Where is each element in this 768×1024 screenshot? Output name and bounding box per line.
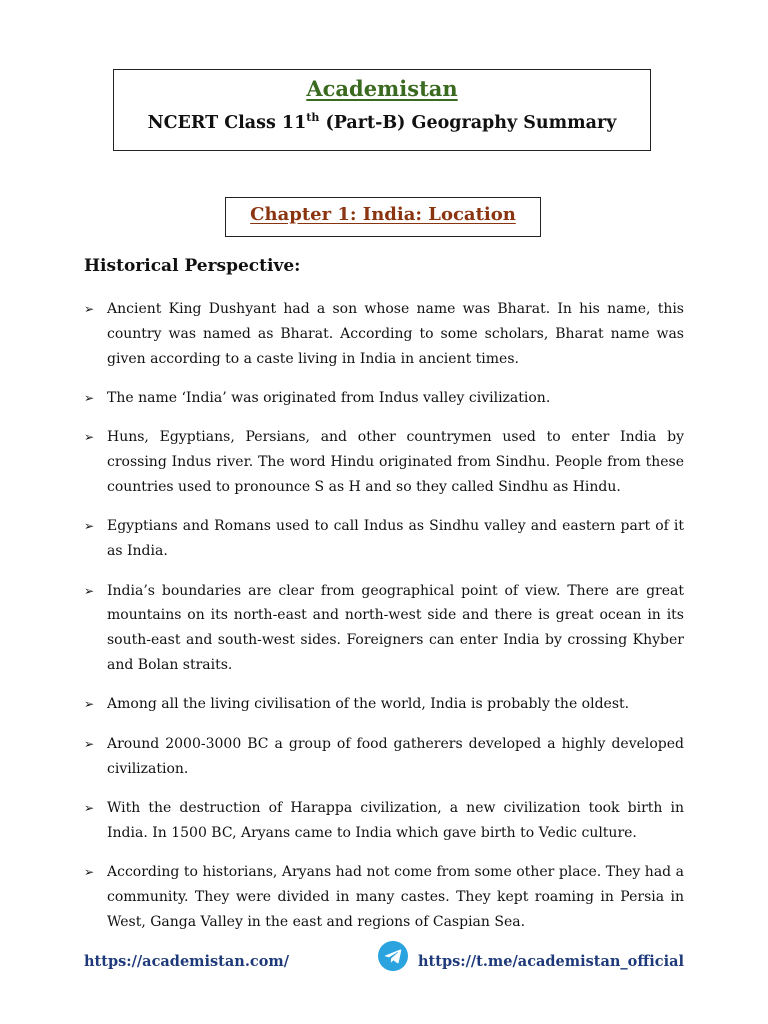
- bullet-text: India’s boundaries are clear from geographical point of view. There are great mountains on its north-east and north-west side and there is great ocean in its south-east and south-west sides. Foreigners can enter India by crossing Khyber and Bolan straits.: [107, 582, 684, 673]
- arrow-bullet-icon: ➢: [84, 519, 95, 534]
- bullet-text: According to historians, Aryans had not come from some other place. They had a community. They were divided in many castes. They kept roaming in Persia in West, Ganga Valley in the east and regions of Caspian Sea.: [107, 864, 684, 930]
- list-item: [84, 732, 684, 782]
- telegram-link[interactable]: https://t.me/academistan_official: [418, 953, 684, 970]
- bullet-text: Egyptians and Romans used to call Indus as Sindhu valley and eastern part of it as India.: [107, 518, 684, 560]
- list-item: [84, 692, 684, 717]
- arrow-bullet-icon: ➢: [84, 302, 95, 316]
- list-item: [84, 579, 684, 678]
- arrow-bullet-icon: ➢: [84, 697, 95, 712]
- bullet-text: Among all the living civilisation of the world, India is probably the oldest.: [107, 696, 630, 713]
- header-box: [113, 69, 651, 151]
- list-item: [84, 425, 684, 499]
- brand-title: Academistan: [306, 76, 458, 101]
- chapter-title: Chapter 1: India: Location: [250, 204, 516, 225]
- arrow-bullet-icon: ➢: [84, 583, 95, 598]
- list-item: [84, 860, 684, 934]
- arrow-bullet-icon: ➢: [84, 736, 95, 751]
- section-heading: Historical Perspective:: [84, 256, 301, 276]
- list-item: [84, 796, 684, 846]
- bullet-text: The name ‘India’ was originated from Indus valley civilization.: [107, 389, 551, 406]
- arrow-bullet-icon: ➢: [84, 390, 95, 405]
- subtitle-superscript: th: [306, 111, 320, 124]
- document-subtitle: [114, 111, 650, 133]
- footer: [84, 953, 684, 977]
- website-link[interactable]: https://academistan.com/: [84, 953, 290, 970]
- telegram-icon[interactable]: [378, 941, 408, 971]
- bullet-text: Around 2000-3000 BC a group of food gatherers developed a highly developed civilization.: [107, 735, 684, 777]
- bullet-text: Ancient King Dushyant had a son whose name was Bharat. In his name, this country was named as Bharat. According to some scholars, Bharat name was given according to a caste living in India in ancient times.: [107, 301, 684, 367]
- list-item: [84, 514, 684, 564]
- list-item: [84, 297, 684, 371]
- chapter-box: [225, 197, 541, 237]
- bullet-list: [84, 297, 684, 949]
- subtitle-main: NCERT Class 11: [147, 112, 307, 133]
- arrow-bullet-icon: ➢: [84, 430, 95, 445]
- arrow-bullet-icon: ➢: [84, 800, 95, 815]
- list-item: [84, 386, 684, 411]
- subtitle-rest: (Part-B) Geography Summary: [319, 112, 617, 133]
- arrow-bullet-icon: ➢: [84, 865, 95, 880]
- bullet-text: Huns, Egyptians, Persians, and other countrymen used to enter India by crossing Indus river. The word Hindu originated from Sindhu. People from these countries used to pronounce S as H and so they called Sindhu as Hindu.: [107, 429, 684, 495]
- bullet-text: With the destruction of Harappa civilization, a new civilization took birth in India. In 1500 BC, Aryans came to India which gave birth to Vedic culture.: [107, 799, 684, 841]
